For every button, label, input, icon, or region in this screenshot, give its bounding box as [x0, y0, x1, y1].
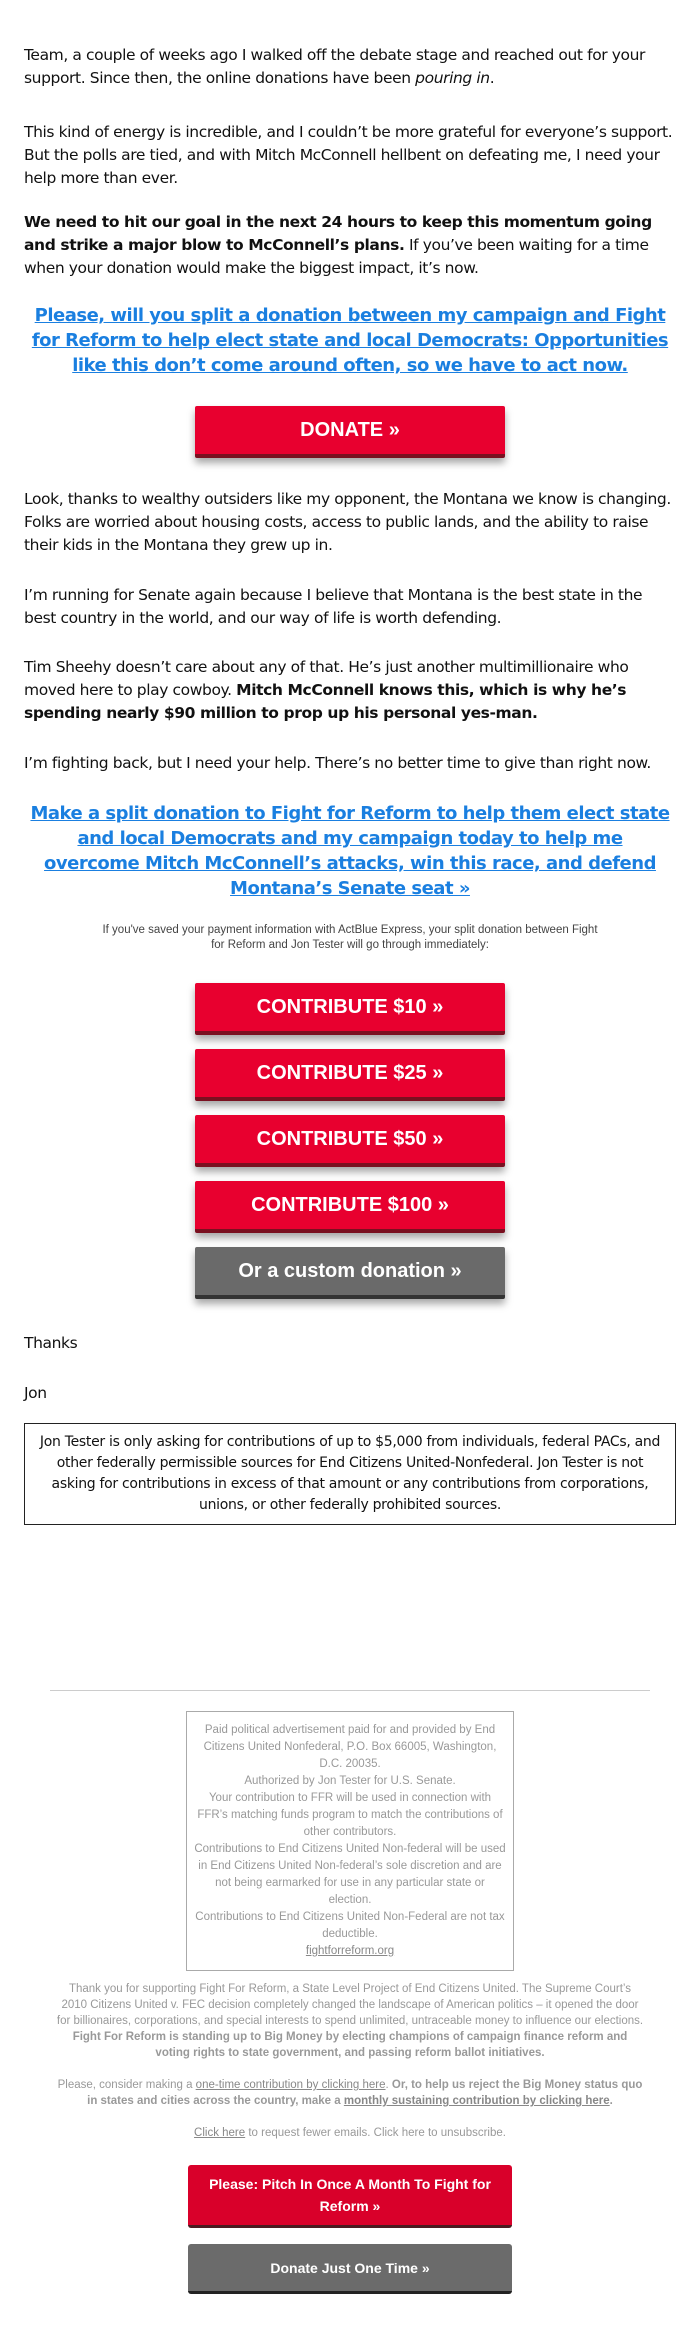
paragraph-goal: We need to hit our goal in the next 24 hours to keep this momentum going and strike a major blow to McConnell’s plans. If you’ve been waiting for a time when your donation would make the biggest impact, it’s now.: [24, 213, 652, 277]
monthly-donation-button[interactable]: Please: Pitch In Once A Month To Fight for Reform »: [188, 2165, 512, 2228]
paragraph-montana: Look, thanks to wealthy outsiders like my opponent, the Montana we know is changing. Folks are worried about housing costs, access to public lands, and the ability to raise their kids in the Montana they grew up in.: [24, 490, 671, 554]
email-preferences: Click here to request fewer emails. Click here to unsubscribe.: [194, 2127, 506, 2139]
contribute-25-button[interactable]: CONTRIBUTE $25 »: [195, 1049, 505, 1101]
intro-paragraph: Team, a couple of weeks ago I walked off the debate stage and reached out for your support. Since then, the online donations have been pouring in.: [24, 46, 646, 87]
legal-disclaimer-box: Paid political advertisement paid for and provided by End Citizens United Nonfederal, P.O. Box 66005, Washington, D.C. 20035. Authorized by Jon Tester for U.S. Senate. Your contribution to FFR will be used in connection with FFR’s matching funds program to match the contributions of other contributors. Contributions to End Citizens United Non-federal will be used in End Citizens United Non-federal’s sole discretion and are not being earmarked for use in any particular state or election. Contributions to End Citizens United Non-Federal are not tax deductible. fightforreform.org: [186, 1711, 514, 1971]
paragraph-fighting: I’m fighting back, but I need your help. There’s no better time to give than right now.: [24, 754, 651, 772]
split-donation-senate-link[interactable]: Make a split donation to Fight for Reform to help them elect state and local Democrats and my campaign today to help me overcome Mitch McConnell’s attacks, win this race, and defend Montana’s Senate seat »: [30, 803, 670, 899]
disclaimer-box: Jon Tester is only asking for contributions of up to $5,000 from individuals, federal PACs, and other federally permissible sources for End Citizens United-Nonfederal. Jon Tester is not asking for contributions in excess of that amount or any contributions from corporations, unions, or other federally prohibited sources.: [24, 1423, 676, 1525]
custom-donation-button[interactable]: Or a custom donation »: [195, 1247, 505, 1299]
monthly-contribution-link[interactable]: monthly sustaining contribution by clicking here: [343, 2095, 610, 2107]
one-time-donation-button[interactable]: Donate Just One Time »: [188, 2244, 512, 2294]
about-text: Thank you for supporting Fight For Reform, a State Level Project of End Citizens United. The Supreme Court’s 2010 Citizens United v. FEC decision completely changed the landscape of American politics – it opened the door for billionaires, corporations, and special interests to spend unlimited, untraceable money to influence our elections. Fight For Reform is standing up to Big Money by electing champions of campaign finance reform and voting rights to state government, and passing reform ballot initiatives.: [56, 1983, 644, 2059]
paragraph-sheehy: Tim Sheehy doesn’t care about any of that. He’s just another multimillionaire who moved here to play cowboy. Mitch McConnell knows this, which is why he’s spending nearly $90 million to prop up his personal yes-man.: [24, 658, 629, 722]
actblue-express-note: If you've saved your payment information with ActBlue Express, your split donation between Fight for Reform and Jon Tester will go through immediately:: [102, 924, 598, 951]
contribute-100-button[interactable]: CONTRIBUTE $100 »: [195, 1181, 505, 1233]
paragraph-running: I’m running for Senate again because I believe that Montana is the best state in the best country in the world, and our way of life is worth defending.: [24, 586, 643, 627]
split-donation-link[interactable]: Please, will you split a donation between my campaign and Fight for Reform to help elect state and local Democrats: Opportunities like this don’t come around often, so we have to act now.: [31, 305, 669, 376]
contribute-50-button[interactable]: CONTRIBUTE $50 »: [195, 1115, 505, 1167]
signature: Jon: [24, 1384, 47, 1402]
site-link[interactable]: fightforreform.org: [305, 1945, 395, 1957]
paragraph-energy: This kind of energy is incredible, and I couldn’t be more grateful for everyone’s support. But the polls are tied, and with Mitch McConnell hellbent on defeating me, I need your help more than ever.: [24, 123, 673, 187]
thanks-text: Thanks: [24, 1334, 78, 1352]
divider: [50, 1690, 650, 1691]
fewer-emails-link[interactable]: Click here: [194, 2127, 246, 2139]
donate-button[interactable]: DONATE »: [195, 406, 505, 458]
one-time-contribution-link[interactable]: one-time contribution by clicking here: [195, 2079, 386, 2091]
contribute-10-button[interactable]: CONTRIBUTE $10 »: [195, 983, 505, 1035]
consider-text: Please, consider making a one-time contribution by clicking here. Or, to help us reject the Big Money status quo in states and cities across the country, make a monthly sustaining contribution by clicking here.: [57, 2079, 643, 2107]
